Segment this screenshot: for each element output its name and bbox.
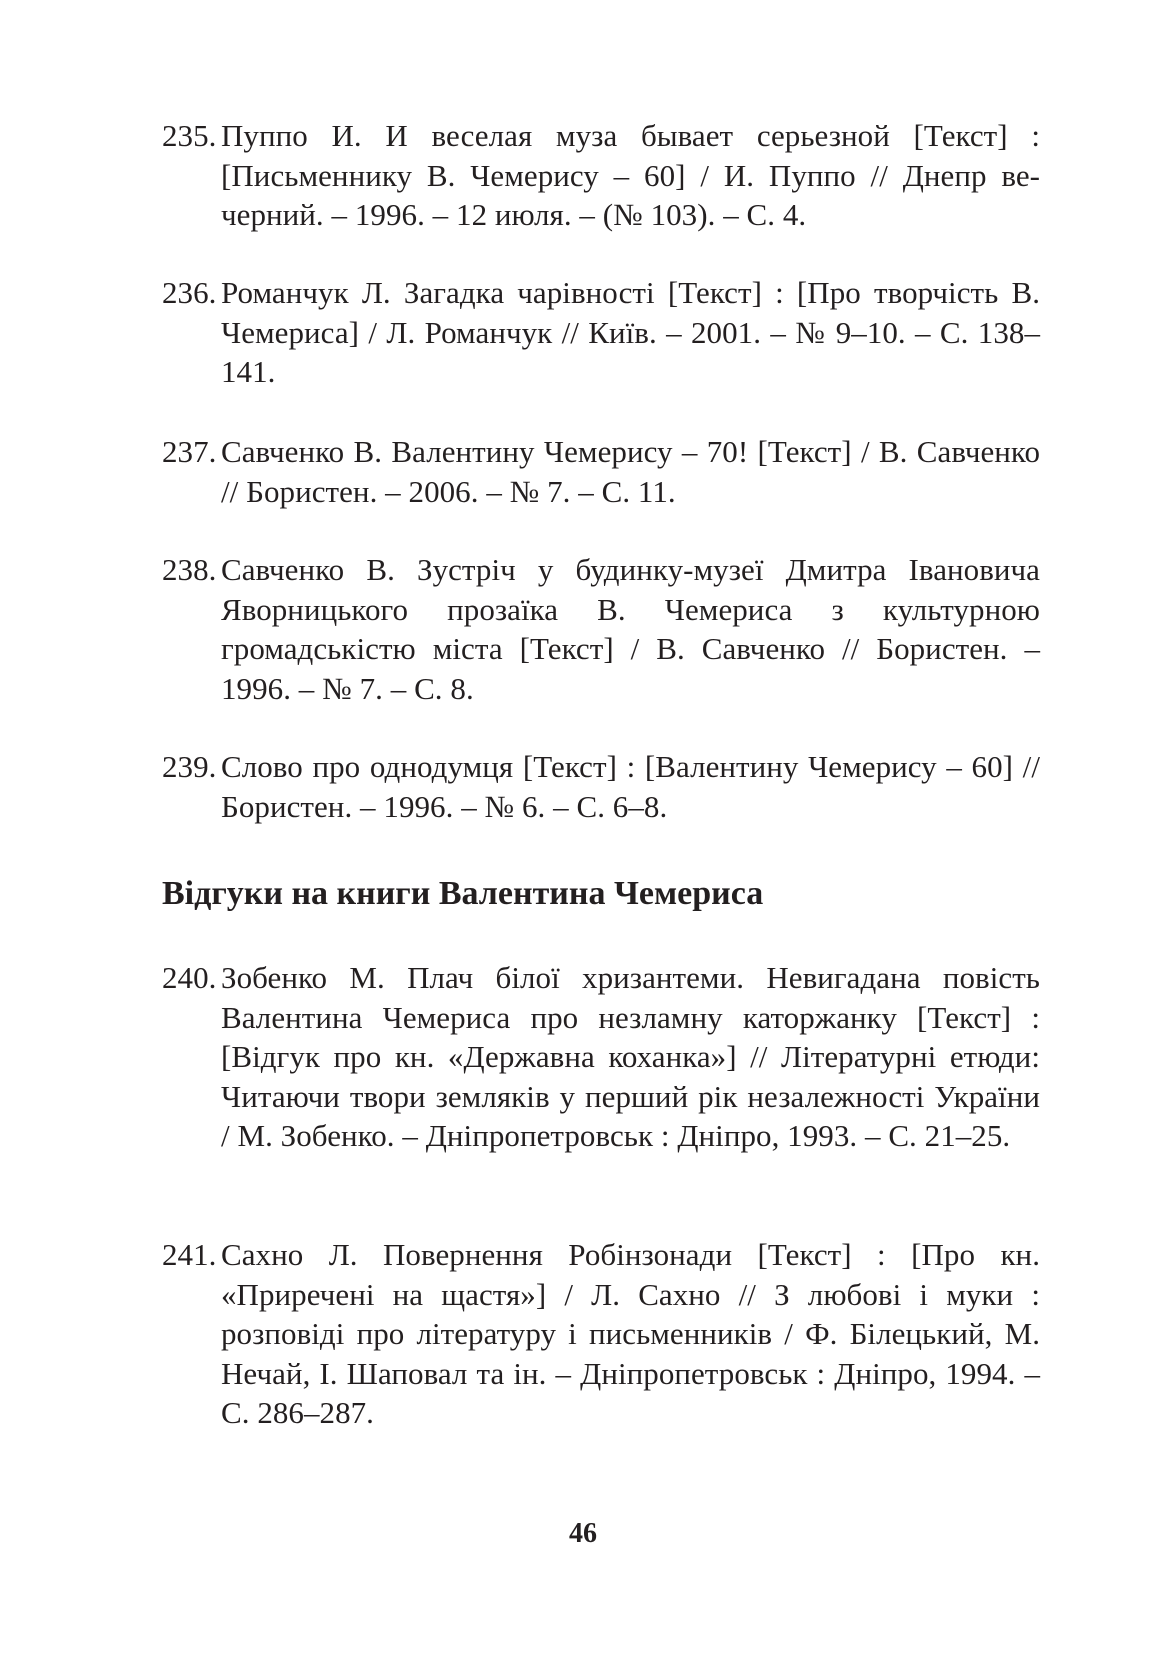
bibliography-entry-236 <box>162 273 1040 392</box>
bibliography-entry-238 <box>162 550 1040 708</box>
entry-text: Слово про однодумця [Текст] : [Валентину Чемерису – 60] // Бористен. – 1996. – № 6. – С. 6–8. <box>221 749 1040 824</box>
page-number: 46 <box>569 1518 597 1549</box>
entry-text: Романчук Л. Загадка чарівності [Текст] : [Про творчість В. Чемериса] / Л. Романчук // Київ. – 2001. – № 9–10. – С. 138–141. <box>221 275 1040 389</box>
entry-text: Сахно Л. Повернення Робінзонади [Текст] : [Про кн. «Приречені на щастя»] / Л. Сахно // З любові і муки : розповіді про літературу і письменників / Ф. Білецький, М. Нечай, І. Шаповал та ін. – Дніпропетровськ : Дніпро, 1994. – С. 286–287. <box>221 1237 1040 1430</box>
bibliography-entry-240 <box>162 958 1040 1156</box>
bibliography-entry-235 <box>162 116 1040 235</box>
bibliography-entry-241 <box>162 1235 1040 1433</box>
entry-number: 235. <box>162 118 217 153</box>
bibliography-entry-239 <box>162 747 1040 826</box>
entry-number: 239. <box>162 749 217 784</box>
entry-number: 237. <box>162 434 217 469</box>
entry-text: Савченко В. Валентину Чемерису – 70! [Текст] / В. Савченко // Бористен. – 2006. – № 7. – С. 11. <box>221 434 1040 509</box>
section-heading: Відгуки на книги Валентина Чемериса <box>162 875 764 912</box>
entry-text: Пуппо И. И веселая муза бывает серьезной [Текст] : [Письменнику В. Чемерису – 60] / И. Пуппо // Днепр вечерний. – 1996. – 12 июля. – (№ 103). – С. 4. <box>221 118 1040 232</box>
entry-number: 236. <box>162 275 217 310</box>
entry-text: Зобенко М. Плач білої хризантеми. Невигадана повість Валентина Чемериса про незламну каторжанку [Текст] : [Відгук про кн. «Державна коханка»] // Літературні етюди: Читаючи твори земляків у перший рік незалежності України / М. Зобенко. – Дніпропетровськ : Дніпро, 1993. – С. 21–25. <box>221 960 1040 1153</box>
bibliography-entry-237 <box>162 432 1040 511</box>
entry-text: Савченко В. Зустріч у будинку-музеї Дмитра Івановича Яворницького прозаїка В. Чемериса з культурною громадськістю міста [Текст] / В. Савченко // Бористен. – 1996. – № 7. – С. 8. <box>221 552 1040 706</box>
entry-number: 240. <box>162 960 217 995</box>
entry-number: 241. <box>162 1237 217 1272</box>
entry-number: 238. <box>162 552 217 587</box>
